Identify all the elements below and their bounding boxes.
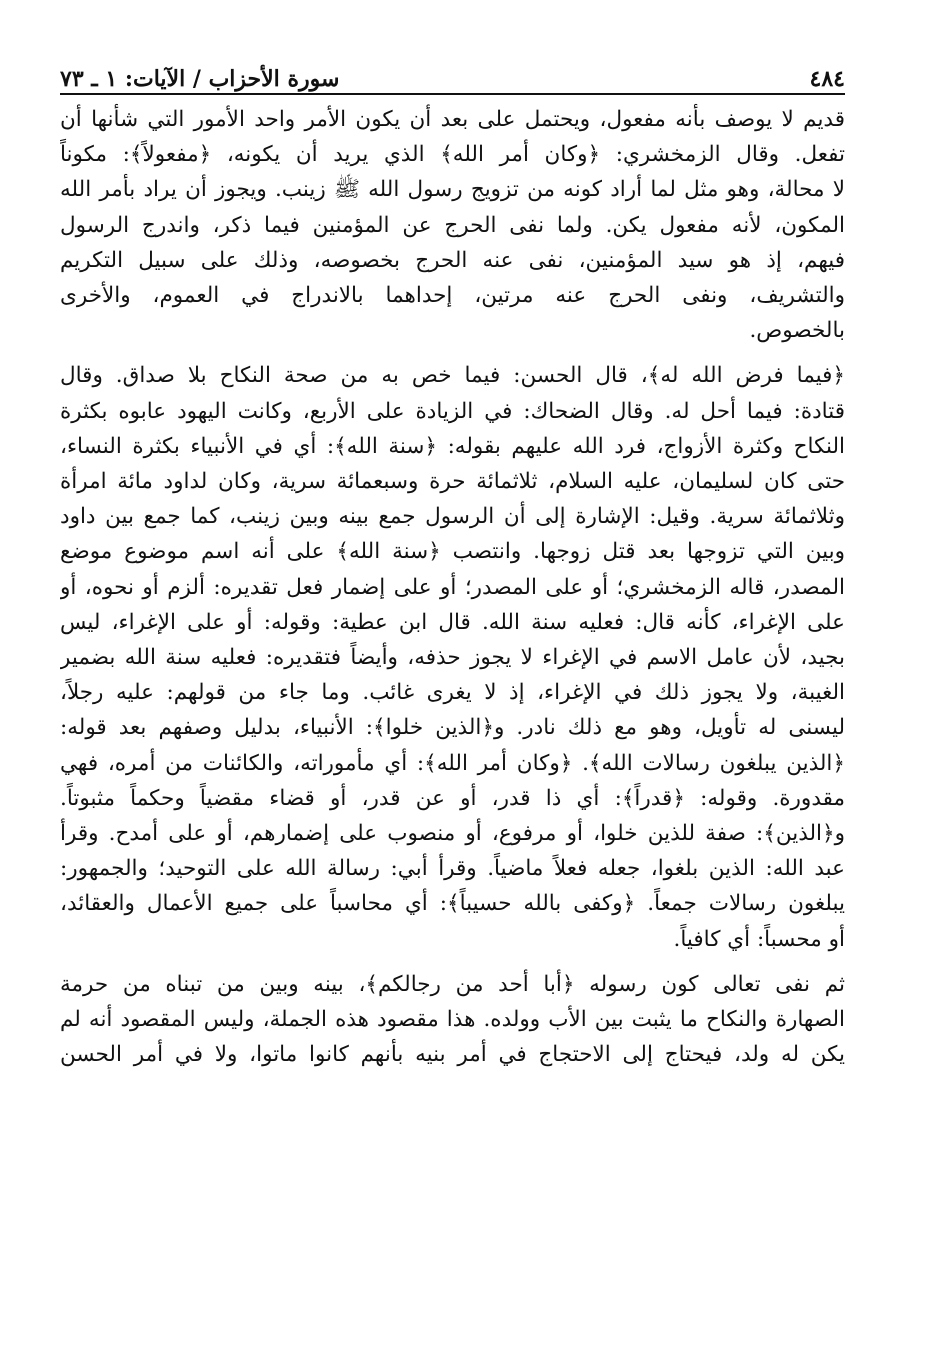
page-header — [60, 58, 845, 92]
text-line: بالخصوص. — [749, 318, 845, 344]
paragraph — [60, 967, 845, 1073]
text-line: بجيد، لأن عامل الاسم في الإغراء لا يجوز حذفه، وأيضاً فتقديره: فعليه سنة الله بضمير — [60, 645, 845, 671]
header-rule — [60, 93, 845, 95]
page-number: ٤٨٤ — [809, 66, 845, 92]
paragraph — [60, 358, 845, 956]
text-line: والتشريف، ونفى الحرج عنه مرتين، إحداهما بالاندراج في العموم، والأخرى — [60, 283, 845, 309]
text-line: الغيبة، ولا يجوز ذلك في الإغراء، إذ لا يغرى غائب. وما جاء من قولهم: عليه رجلاً، — [60, 680, 845, 706]
text-line: يبلغون رسالات جمعاً. ﴿وكفى بالله حسيباً﴾: أي محاسباً على جميع الأعمال والعقائد، — [60, 891, 845, 917]
text-line: عبد الله: الذين بلغوا، جعله فعلاً ماضياً. وقرأ أبي: رسالة الله على التوحيد؛ والجمهور: — [60, 856, 845, 882]
text-line: فيهم، إذ هو سيد المؤمنين، نفى عنه الحرج بخصوصه، وذلك على سبيل التكريم — [60, 247, 845, 273]
text-line: ليسنى له تأويل، وهو مع ذلك نادر. و﴿الذين خلوا﴾: الأنبياء، بدليل وصفهم بعد قوله: — [60, 715, 845, 741]
running-title: سورة الأحزاب / الآيات: ١ ـ ٧٣ — [60, 66, 340, 92]
text-line: أو محسباً: أي كافياً. — [673, 926, 845, 952]
text-line: ثم نفى تعالى كون رسوله ﴿أبا أحد من رجالكم﴾، بينه وبين من تبناه من حرمة — [60, 971, 845, 997]
text-line: المكون، لأنه مفعول يكن. ولما نفى الحرج عن المؤمنين فيما ذكر، واندرج الرسول — [60, 212, 845, 238]
text-line: حتى كان لسليمان، عليه السلام، ثلاثمائة حرة وسبعمائة سرية، وكان لداود مائة امرأة — [60, 469, 845, 495]
text-line: النكاح وكثرة الأزواج، فرد الله عليهم بقوله: ﴿سنة الله﴾: أي في الأنبياء بكثرة النساء، — [60, 433, 845, 459]
text-line: المصدر، قاله الزمخشري؛ أو على المصدر؛ أو على إضمار فعل تقديره: ألزم أو نحوه، أو — [60, 574, 845, 600]
text-line: مقدورة. وقوله: ﴿قدراً﴾: أي ذا قدر، أو عن قدر، أو قضاء مقضياً وحكماً مثبوتاً. — [60, 785, 845, 811]
text-line: ﴿الذين يبلغون رسالات الله﴾. ﴿وكان أمر الله﴾: أي مأموراته، والكائنات من أمره، فهي — [60, 750, 845, 776]
text-line: تفعل. وقال الزمخشري: ﴿وكان أمر الله﴾ الذي يريد أن يكونه، ﴿مفعولاً﴾: مكوناً — [60, 142, 845, 168]
body-text — [60, 102, 845, 1072]
text-line: على الإغراء، كأنه قال: فعليه سنة الله. قال ابن عطية: وقوله: أو على الإغراء، ليس — [60, 609, 845, 635]
text-line: وثلاثمائة سرية. وقيل: الإشارة إلى أن الرسول جمع بينه وبين زينب، كما جمع بين داود — [60, 504, 845, 530]
text-line: ﴿فيما فرض الله له﴾، قال الحسن: فيما خص به من صحة النكاح بلا صداق. وقال — [60, 363, 845, 389]
text-line: وبين التي تزوجها بعد قتل زوجها. وانتصب ﴿سنة الله﴾ على أنه اسم موضوع موضع — [60, 539, 845, 565]
paragraph — [60, 102, 845, 348]
text-line: الصهارة والنكاح ما يثبت بين الأب وولده. هذا مقصود هذه الجملة، وليس المقصود أنه لم — [60, 1007, 845, 1033]
text-line: يكن له ولد، فيحتاج إلى الاحتجاج في أمر بنيه بأنهم كانوا ماتوا، ولا في أمر الحسن — [60, 1042, 845, 1068]
text-line: قتادة: فيما أحل له. وقال الضحاك: في الزيادة على الأربع، وكانت اليهود عابوه بكثرة — [60, 398, 845, 424]
text-line: و﴿الذين﴾: صفة للذين خلوا، أو مرفوع، أو منصوب على إضمارهم، أو على أمدح. وقرأ — [60, 821, 845, 847]
text-line: قديم لا يوصف بأنه مفعول، ويحتمل على بعد أن يكون الأمر واحد الأمور التي شأنها أن — [60, 107, 845, 132]
text-line: لا محالة، وهو مثل لما أراد كونه من تزويج رسول الله ﷺ زينب. ويجوز أن يراد بأمر الله — [60, 177, 845, 203]
